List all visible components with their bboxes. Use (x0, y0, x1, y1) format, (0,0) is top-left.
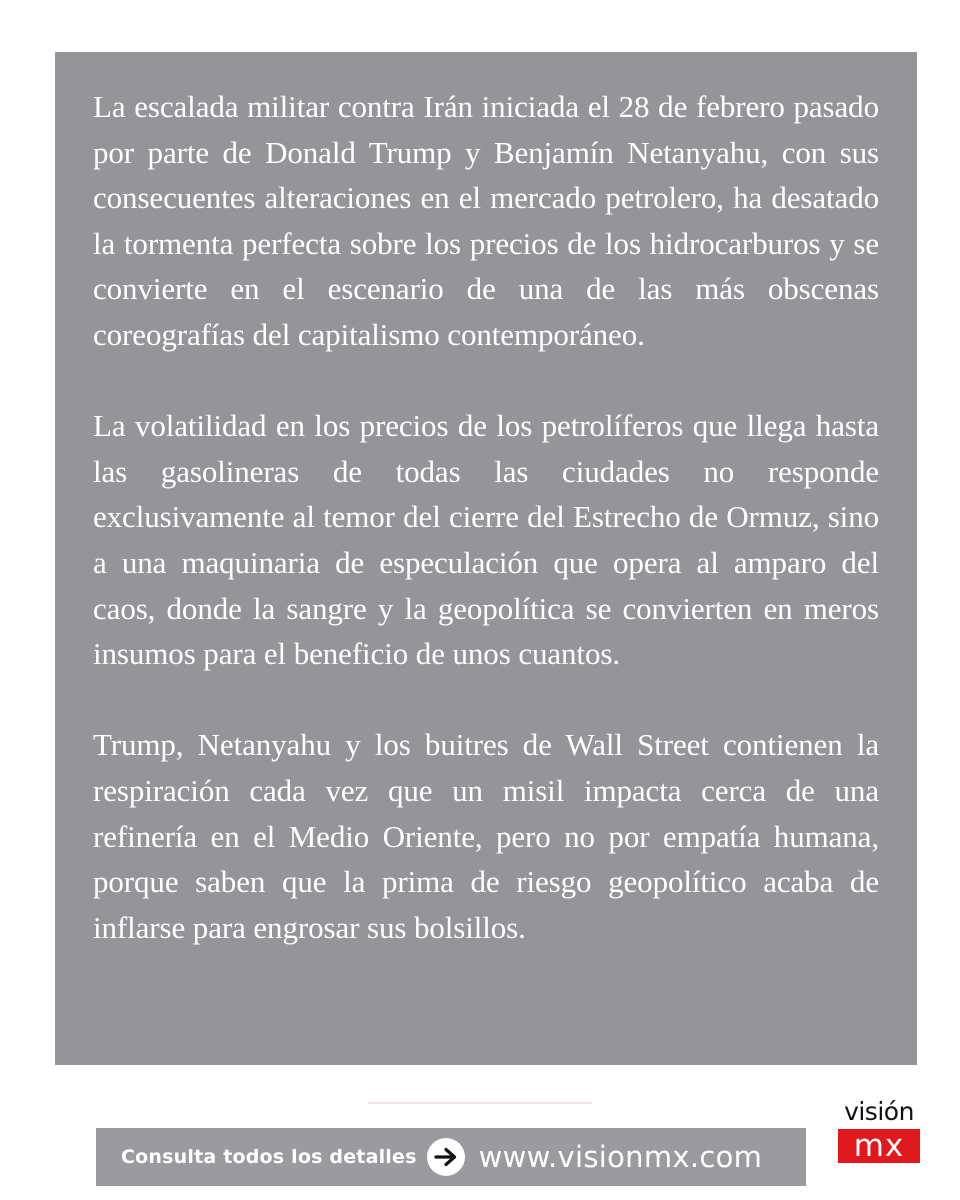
article-paragraph-2: La volatilidad en los precios de los petrolíferos que llega hasta las gasolineras de todas las ciudades no responde exclusivamente al temor del cierre del Estrecho de Ormuz, sino a una maquinaria de especulación que opera al amparo del caos, donde la sangre y la geopolítica se convierten en meros insumos para el beneficio de unos cuantos. (93, 408, 879, 672)
article-text-box (55, 52, 917, 1065)
article-paragraph-1: La escalada militar contra Irán iniciada el 28 de febrero pasado por parte de Donald Trump y Benjamín Netanyahu, con sus consecuentes alteraciones en el mercado petrolero, ha desatado la tormenta perfecta sobre los precios de los hidrocarburos y se convierte en el escenario de una de las más obscenas coreografías del capitalismo contemporáneo. (93, 89, 879, 352)
visionmx-logo (836, 1098, 922, 1163)
logo-wordmark-bottom: mx (838, 1129, 920, 1163)
article-paragraph-3: Trump, Netanyahu y los buitres de Wall Street contienen la respiración cada vez que un misil impacta cerca de una refinería en el Medio Oriente, pero no por empatía humana, porque saben que la prima de riesgo geopolítico acaba de inflarse para engrosar sus bolsillos. (93, 727, 879, 945)
arrow-right-icon (427, 1138, 465, 1176)
divider (368, 1102, 592, 1104)
cta-banner[interactable] (96, 1128, 806, 1186)
logo-wordmark-top: visión (844, 1097, 914, 1126)
website-link[interactable]: www.visionmx.com (478, 1140, 763, 1174)
cta-label: Consulta todos los detalles (121, 1146, 417, 1168)
